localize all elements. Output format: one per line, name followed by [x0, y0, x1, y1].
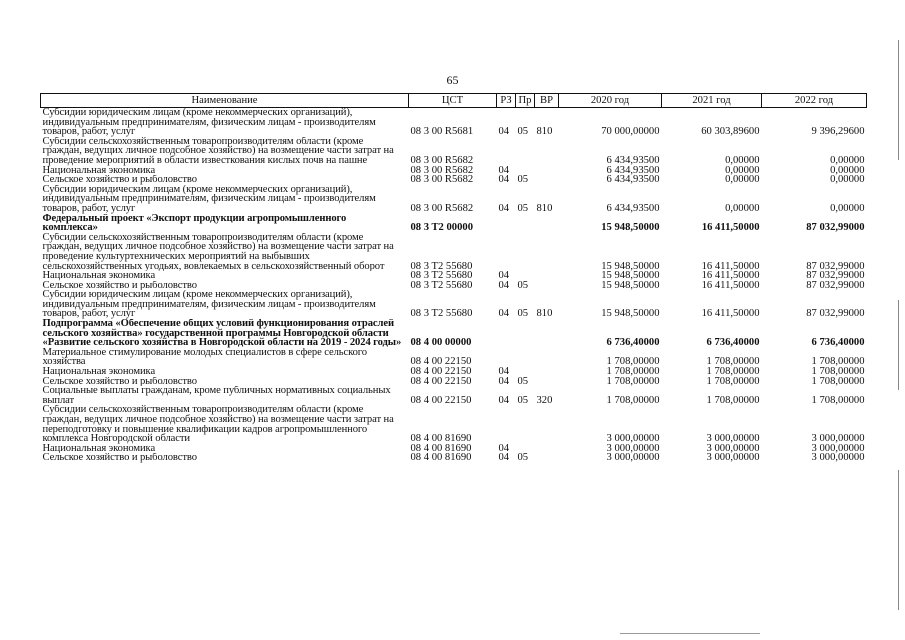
row-value-2020: 15 948,50000: [601, 280, 660, 291]
row-name: Подпрограмма «Обеспечение общих условий функционирования отраслей сельского хозяйства» государственной программы Новгородской области «Развитие сельского хозяйства в Новгородской области на 2019 - 2024 годы»: [42, 319, 402, 348]
row-vr: [535, 348, 559, 367]
row-value-2021: 1 708,00000: [706, 367, 760, 377]
table-header-row: [41, 94, 867, 108]
table-row: [41, 185, 867, 214]
row-vr: 320: [536, 394, 553, 406]
row-value-2022: 87 032,99000: [806, 260, 865, 272]
row-value-2020: 15 948,50000: [601, 222, 660, 233]
row-value-2022: 3 000,00000: [811, 453, 865, 463]
row-value-2022: 0,00000: [830, 165, 865, 176]
table-body: [41, 108, 867, 463]
row-value-2022: 1 708,00000: [811, 367, 865, 377]
table-row: [41, 108, 867, 137]
row-pr: 05: [517, 202, 529, 214]
row-value-2020: 1 708,00000: [606, 376, 660, 387]
row-pr: 05: [517, 376, 529, 387]
row-pr: 05: [517, 175, 529, 185]
row-cst: 08 4 00 00000: [410, 337, 472, 348]
row-rz: [497, 137, 516, 166]
row-rz: 04: [498, 394, 510, 406]
row-value-2021: 16 411,50000: [701, 222, 760, 233]
row-pr: [516, 405, 535, 443]
scan-edge-mark: [620, 633, 760, 634]
row-pr: [516, 166, 535, 176]
row-rz: 04: [498, 308, 510, 320]
row-cst: 08 3 T2 00000: [410, 222, 473, 233]
row-value-2020: 1 708,00000: [606, 356, 660, 368]
row-name: Сельское хозяйство и рыболовство: [42, 376, 197, 387]
table-row: [41, 214, 867, 233]
row-pr: [516, 137, 535, 166]
row-name: Субсидии сельскохозяйственным товаропроизводителям области (кроме граждан, ведущих личное подсобное хозяйство) на возмещение части затрат на проведение культуртехнических мероприятий на выбывших сельскохозяйственных угодьях, вовлекаемых в сельскохозяйственный оборот: [42, 232, 394, 272]
row-name: Национальная экономика: [42, 443, 156, 454]
row-pr: [516, 233, 535, 271]
header-rz: РЗ: [497, 94, 516, 108]
row-value-2022: 0,00000: [830, 202, 865, 214]
row-value-2021: 0,00000: [725, 175, 760, 185]
header-2021: 2021 год: [662, 94, 762, 108]
row-value-2022: 1 708,00000: [811, 394, 865, 406]
row-rz: [497, 214, 516, 233]
scan-edge-mark: [898, 470, 899, 610]
row-name: Национальная экономика: [42, 271, 156, 281]
row-cst: 08 3 T2 55680: [410, 260, 473, 272]
row-vr: [535, 405, 559, 443]
row-value-2022: 0,00000: [830, 175, 865, 185]
row-value-2021: 16 411,50000: [701, 271, 760, 281]
table-row: [41, 271, 867, 281]
row-pr: 05: [517, 394, 529, 406]
row-value-2020: 3 000,00000: [606, 433, 660, 444]
row-value-2021: 0,00000: [725, 154, 760, 166]
row-rz: 04: [498, 453, 510, 463]
row-value-2022: 87 032,99000: [806, 271, 865, 281]
row-name: Субсидии сельскохозяйственным товаропроизводителям области (кроме граждан, ведущих личное подсобное хозяйство) на возмещение части затрат на переподготовку и повышение квалификации кадров агропромышленного комплекса Новгородской области: [42, 405, 394, 444]
row-vr: [535, 166, 559, 176]
table-row: [41, 319, 867, 348]
row-value-2021: 1 708,00000: [706, 394, 760, 406]
row-value-2022: 3 000,00000: [811, 433, 865, 444]
header-2022: 2022 год: [762, 94, 867, 108]
page-number: 65: [446, 73, 459, 87]
row-value-2021: 16 411,50000: [701, 260, 760, 272]
row-value-2020: 3 000,00000: [606, 453, 660, 463]
row-cst: 08 3 00 R5682: [410, 154, 474, 166]
row-value-2020: 6 434,93500: [606, 165, 660, 176]
row-vr: [535, 319, 559, 348]
table-row: [41, 453, 867, 463]
row-value-2020: 6 434,93500: [606, 175, 660, 185]
row-vr: [535, 214, 559, 233]
row-value-2020: 1 708,00000: [606, 394, 660, 406]
header-2020: 2020 год: [559, 94, 662, 108]
row-name: Материальное стимулирование молодых специалистов в сфере сельского хозяйства: [42, 347, 367, 368]
row-rz: [497, 233, 516, 271]
row-cst: 08 3 00 R5681: [410, 126, 474, 137]
row-value-2020: 1 708,00000: [606, 367, 660, 377]
row-rz: 04: [498, 175, 510, 185]
header-pr: Пр: [516, 94, 535, 108]
row-pr: [516, 444, 535, 454]
row-value-2020: 15 948,50000: [601, 271, 660, 281]
row-value-2021: 3 000,00000: [706, 433, 760, 444]
row-name: Социальные выплаты гражданам, кроме публичных нормативных социальных выплат: [42, 386, 391, 406]
header-cst: ЦСТ: [409, 94, 497, 108]
row-rz: [497, 348, 516, 367]
row-vr: [535, 137, 559, 166]
row-cst: 08 3 T2 55680: [410, 308, 473, 320]
row-cst: 08 3 00 R5682: [410, 175, 474, 185]
row-vr: 810: [536, 202, 553, 214]
row-value-2020: 6 736,40000: [606, 337, 660, 348]
row-value-2022: 1 708,00000: [811, 356, 865, 368]
budget-table: [40, 93, 867, 463]
scan-edge-mark: [898, 40, 899, 160]
row-value-2021: 0,00000: [725, 202, 760, 214]
row-value-2021: 0,00000: [725, 165, 760, 176]
scan-edge-mark: [898, 300, 899, 390]
row-value-2020: 70 000,00000: [601, 126, 660, 137]
row-name: Национальная экономика: [42, 367, 156, 377]
row-vr: 810: [536, 126, 553, 137]
row-value-2022: 9 396,29600: [811, 126, 865, 137]
row-value-2021: 60 303,89600: [701, 126, 760, 137]
row-pr: [516, 214, 535, 233]
row-name: Сельское хозяйство и рыболовство: [42, 280, 197, 291]
row-name: Субсидии юридическим лицам (кроме некоммерческих организаций), индивидуальным предпринимателям, физическим лицам - производителям товаров, работ, услуг: [42, 107, 376, 137]
row-value-2022: 6 736,40000: [811, 337, 865, 348]
row-value-2020: 15 948,50000: [601, 260, 660, 272]
row-value-2021: 16 411,50000: [701, 280, 760, 291]
row-name: Субсидии юридическим лицам (кроме некоммерческих организаций), индивидуальным предпринимателям, физическим лицам - производителям товаров, работ, услуг: [42, 290, 376, 320]
row-vr: [535, 281, 559, 291]
row-cst: 08 4 00 22150: [410, 356, 472, 368]
row-name: Федеральный проект «Экспорт продукции агропромышленного комплекса»: [42, 213, 347, 233]
table-row: [41, 175, 867, 185]
row-value-2022: 0,00000: [830, 154, 865, 166]
row-cst: 08 4 00 22150: [410, 367, 472, 377]
table-row: [41, 137, 867, 166]
row-rz: [497, 319, 516, 348]
table-row: [41, 367, 867, 377]
row-pr: 05: [517, 453, 529, 463]
row-value-2020: 6 434,93500: [606, 202, 660, 214]
table-row: [41, 166, 867, 176]
row-value-2022: 87 032,99000: [806, 222, 865, 233]
row-rz: [497, 405, 516, 443]
row-cst: 08 3 T2 55680: [410, 271, 473, 281]
row-cst: 08 4 00 81690: [410, 443, 472, 454]
table-row: [41, 405, 867, 443]
row-rz: 04: [498, 165, 510, 176]
row-cst: 08 4 00 81690: [410, 453, 472, 463]
row-value-2022: 1 708,00000: [811, 376, 865, 387]
table-row: [41, 233, 867, 271]
row-value-2020: 6 434,93500: [606, 154, 660, 166]
row-vr: [535, 175, 559, 185]
row-pr: 05: [517, 280, 529, 291]
row-value-2021: 1 708,00000: [706, 376, 760, 387]
row-vr: [535, 367, 559, 377]
row-vr: [535, 453, 559, 463]
row-pr: [516, 271, 535, 281]
table-row: [41, 348, 867, 367]
row-name: Субсидии сельскохозяйственным товаропроизводителям области (кроме граждан, ведущих личное подсобное хозяйство) на возмещение части затрат на проведение мероприятий в области известкования кислых почв на пашне: [42, 136, 394, 166]
row-cst: 08 3 T2 55680: [410, 280, 473, 291]
table-row: [41, 290, 867, 319]
row-cst: 08 4 00 81690: [410, 433, 472, 444]
row-name: Сельское хозяйство и рыболовство: [42, 453, 197, 463]
row-rz: 04: [498, 443, 510, 454]
row-pr: [516, 348, 535, 367]
row-rz: 04: [498, 367, 510, 377]
row-pr: 05: [517, 126, 529, 137]
row-cst: 08 3 00 R5682: [410, 202, 474, 214]
header-vr: ВР: [535, 94, 559, 108]
row-name: Национальная экономика: [42, 165, 156, 176]
row-pr: 05: [517, 308, 529, 320]
table-row: [41, 281, 867, 291]
row-vr: [535, 444, 559, 454]
row-value-2021: 3 000,00000: [706, 443, 760, 454]
table-row: [41, 444, 867, 454]
row-vr: 810: [536, 308, 553, 320]
row-vr: [535, 271, 559, 281]
row-value-2020: 3 000,00000: [606, 443, 660, 454]
row-vr: [535, 233, 559, 271]
row-name: Сельское хозяйство и рыболовство: [42, 175, 197, 185]
row-value-2020: 15 948,50000: [601, 308, 660, 320]
table-row: [41, 386, 867, 405]
row-value-2021: 6 736,40000: [706, 337, 760, 348]
row-rz: 04: [498, 280, 510, 291]
row-vr: [535, 377, 559, 387]
row-rz: 04: [498, 126, 510, 137]
row-value-2022: 87 032,99000: [806, 308, 865, 320]
row-rz: 04: [498, 271, 510, 281]
table-row: [41, 377, 867, 387]
row-value-2021: 1 708,00000: [706, 356, 760, 368]
row-cst: 08 4 00 22150: [410, 376, 472, 387]
row-value-2022: 3 000,00000: [811, 443, 865, 454]
row-value-2021: 3 000,00000: [706, 453, 760, 463]
row-name: Субсидии юридическим лицам (кроме некоммерческих организаций), индивидуальным предпринимателям, физическим лицам - производителям товаров, работ, услуг: [42, 184, 376, 214]
row-pr: [516, 319, 535, 348]
header-name: Наименование: [41, 94, 409, 108]
row-pr: [516, 367, 535, 377]
row-rz: 04: [498, 376, 510, 387]
row-cst: 08 3 00 R5682: [410, 165, 474, 176]
row-value-2021: 16 411,50000: [701, 308, 760, 320]
row-value-2022: 87 032,99000: [806, 280, 865, 291]
row-cst: 08 4 00 22150: [410, 394, 472, 406]
row-rz: 04: [498, 202, 510, 214]
